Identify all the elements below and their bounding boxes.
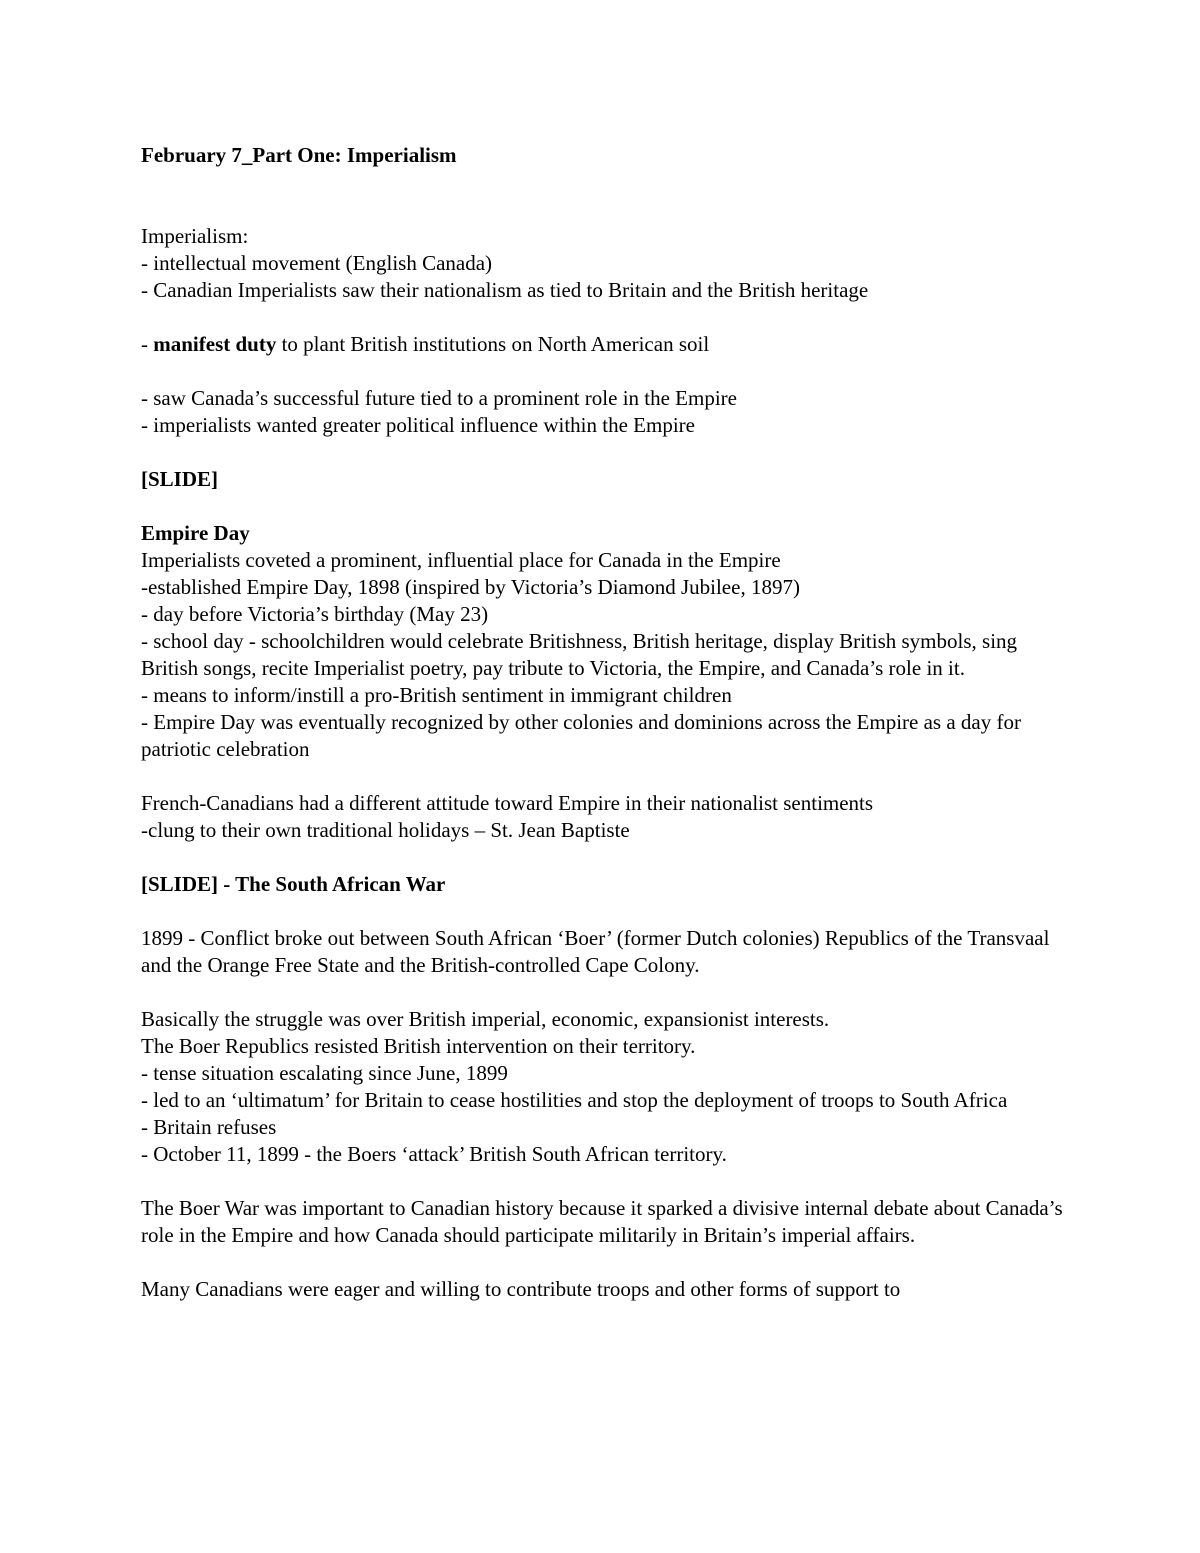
- spacer: [141, 169, 1076, 196]
- imperialism-line-5: - imperialists wanted greater political influence within the Empire: [141, 413, 695, 437]
- spacer: [141, 763, 1076, 790]
- imperialism-line-1: - intellectual movement (English Canada): [141, 251, 493, 275]
- spacer: [141, 196, 1076, 223]
- imperialism-line-4: - saw Canada’s successful future tied to a prominent role in the Empire: [141, 386, 737, 410]
- spacer: [141, 1168, 1076, 1195]
- empire-day-line-5: - means to inform/instill a pro-British sentiment in immigrant children: [141, 683, 732, 707]
- document-title: February 7_Part One: Imperialism: [141, 143, 457, 167]
- spacer: [141, 1249, 1076, 1276]
- french-canadians-line-1: French-Canadians had a different attitude toward Empire in their nationalist sentiments: [141, 791, 874, 815]
- imperialism-line-3: [141, 331, 1076, 358]
- french-canadians-line-2: -clung to their own traditional holidays – St. Jean Baptiste: [141, 818, 630, 842]
- spacer: [141, 358, 1076, 385]
- manifest-duty-rest: to plant British institutions on North American soil: [276, 332, 710, 356]
- bullet-prefix: -: [141, 332, 154, 356]
- document-page: [141, 142, 1076, 1303]
- boer-line-5: - Britain refuses: [141, 1115, 277, 1139]
- boer-paragraph-3: Many Canadians were eager and willing to contribute troops and other forms of support to: [141, 1277, 901, 1301]
- spacer: [141, 979, 1076, 1006]
- empire-day-heading: Empire Day: [141, 521, 250, 545]
- boer-line-2: The Boer Republics resisted British intervention on their territory.: [141, 1034, 696, 1058]
- empire-day-line-1: Imperialists coveted a prominent, influential place for Canada in the Empire: [141, 548, 781, 572]
- empire-day-line-3: - day before Victoria’s birthday (May 23): [141, 602, 489, 626]
- south-african-war-heading: [SLIDE] - The South African War: [141, 872, 446, 896]
- imperialism-heading: Imperialism:: [141, 224, 249, 248]
- boer-line-1: Basically the struggle was over British imperial, economic, expansionist interests.: [141, 1007, 830, 1031]
- empire-day-line-4: - school day - schoolchildren would celebrate Britishness, British heritage, display British symbols, sing British songs, recite Imperialist poetry, pay tribute to Victoria, the Empire, and Canada’s role in it.: [141, 629, 1018, 680]
- imperialism-line-2: - Canadian Imperialists saw their nationalism as tied to Britain and the British heritage: [141, 278, 869, 302]
- spacer: [141, 493, 1076, 520]
- boer-line-6: - October 11, 1899 - the Boers ‘attack’ British South African territory.: [141, 1142, 727, 1166]
- spacer: [141, 439, 1076, 466]
- boer-paragraph-2: The Boer War was important to Canadian history because it sparked a divisive internal debate about Canada’s role in the Empire and how Canada should participate militarily in Britain’s imperial affairs.: [141, 1196, 1063, 1247]
- spacer: [141, 304, 1076, 331]
- spacer: [141, 898, 1076, 925]
- boer-line-4: - led to an ‘ultimatum’ for Britain to cease hostilities and stop the deployment of troops to South Africa: [141, 1088, 1008, 1112]
- manifest-duty-term: manifest duty: [153, 332, 277, 356]
- empire-day-line-6: - Empire Day was eventually recognized by other colonies and dominions across the Empire as a day for patriotic celebration: [141, 710, 1021, 761]
- boer-paragraph-1: 1899 - Conflict broke out between South African ‘Boer’ (former Dutch colonies) Republics of the Transvaal and the Orange Free State and the British-controlled Cape Colony.: [141, 926, 1050, 977]
- empire-day-line-2: -established Empire Day, 1898 (inspired by Victoria’s Diamond Jubilee, 1897): [141, 575, 800, 599]
- slide-marker: [SLIDE]: [141, 467, 219, 491]
- spacer: [141, 844, 1076, 871]
- boer-line-3: - tense situation escalating since June, 1899: [141, 1061, 508, 1085]
